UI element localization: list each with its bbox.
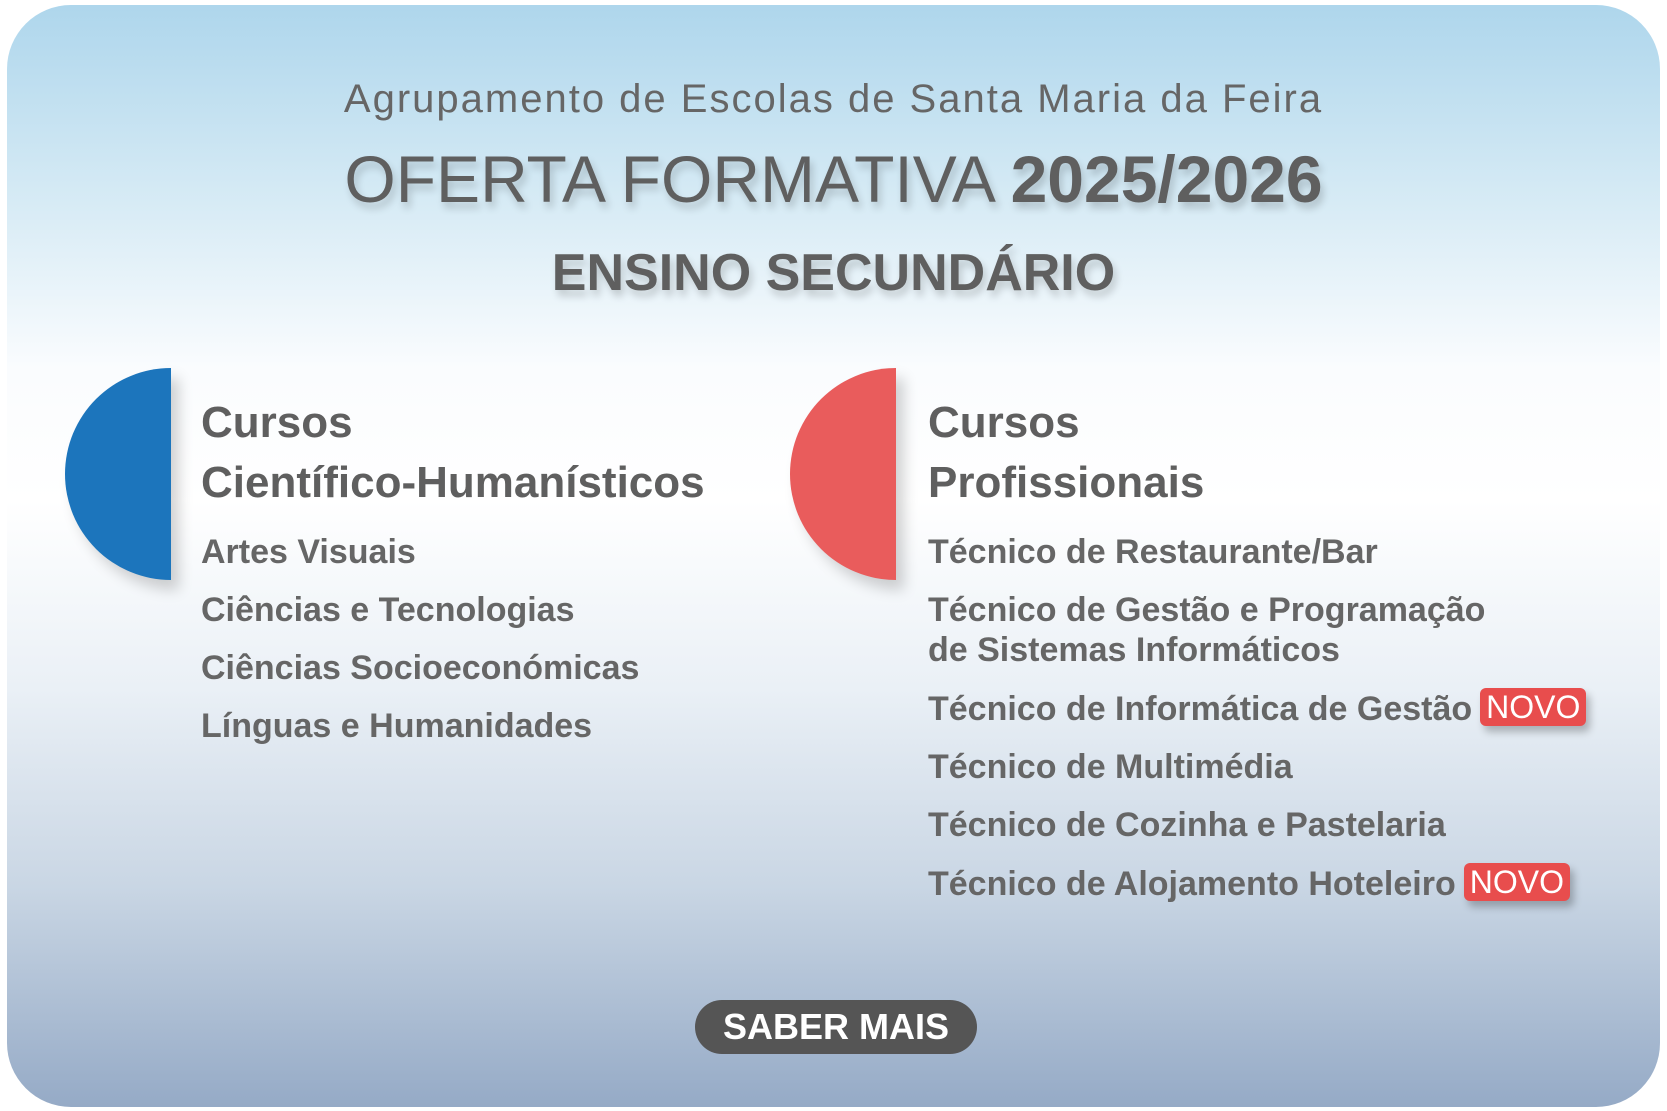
column-title-line2: Científico-Humanísticos [201, 458, 705, 507]
education-level: ENSINO SECUNDÁRIO [551, 244, 1116, 302]
column-title-line2: Profissionais [928, 458, 1205, 507]
list-item[interactable] [928, 747, 1586, 787]
list-item[interactable] [928, 863, 1586, 904]
professional-course-list [928, 532, 1586, 922]
course-name: Técnico de Restaurante/Bar [928, 533, 1378, 571]
course-name: Técnico de Informática de Gestão [928, 690, 1473, 728]
list-item[interactable] [928, 532, 1586, 572]
column-title-line1: Cursos [928, 398, 1080, 447]
new-badge: NOVO [1464, 863, 1570, 901]
course-name: Técnico de Gestão e Programação [928, 591, 1486, 629]
new-badge: NOVO [1480, 688, 1586, 726]
promo-card [7, 5, 1660, 1107]
title-prefix: OFERTA FORMATIVA [344, 142, 993, 216]
column-title-line1: Cursos [201, 398, 353, 447]
blue-half-circle-icon [65, 368, 171, 580]
red-half-circle-icon [790, 368, 896, 580]
course-name: Técnico de Multimédia [928, 748, 1293, 786]
list-item[interactable] [928, 805, 1586, 845]
list-item[interactable]: Línguas e Humanidades [201, 707, 593, 745]
list-item[interactable]: Ciências e Tecnologias [201, 591, 575, 629]
organization-name: Agrupamento de Escolas de Santa Maria da Feira [343, 77, 1324, 121]
saber-mais-button[interactable]: SABER MAIS [695, 1000, 977, 1054]
column-title-scientific [201, 393, 705, 513]
list-item[interactable]: Artes Visuais [201, 533, 416, 571]
column-title-professional [928, 393, 1204, 513]
course-name-continued: de Sistemas Informáticos [928, 631, 1340, 669]
list-item[interactable]: Ciências Socioeconómicas [201, 649, 640, 687]
title-year: 2025/2026 [1010, 142, 1323, 216]
list-item[interactable] [928, 688, 1586, 729]
course-name: Técnico de Cozinha e Pastelaria [928, 806, 1446, 844]
course-name: Técnico de Alojamento Hoteleiro [928, 865, 1456, 903]
list-item[interactable] [928, 590, 1586, 670]
scientific-course-list [201, 532, 639, 764]
page-title [7, 141, 1660, 217]
